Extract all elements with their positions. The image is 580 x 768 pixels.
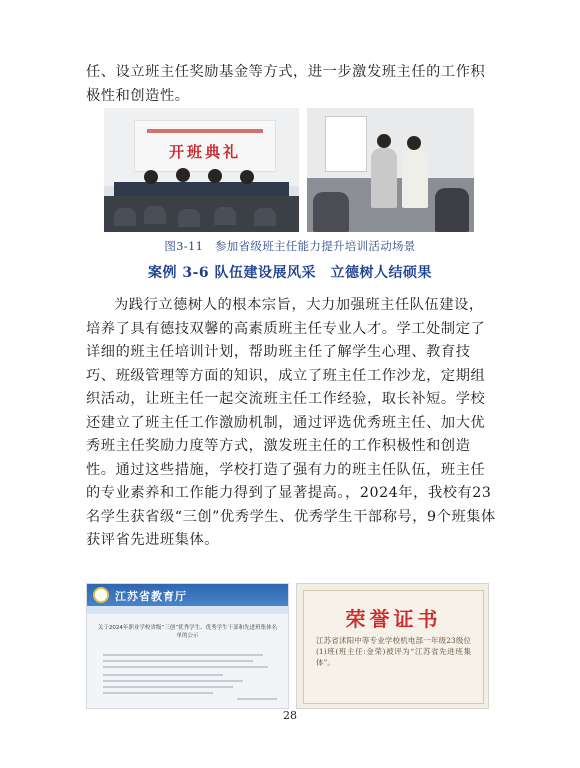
case-body: 为践行立德树人的根本宗旨，大力加强班主任队伍建设，培养了具有德技双馨的高素质班主任专业人才。学工处制定了详细的班主任培训计划，帮助班主任了解学生心理、教育技巧、班级管理等方面的知识，成立了班主任工作沙龙，定期组织活动，让班主任一起交流班主任工作经验，取长补短。学校还建立了班主任工作激励机制，通过评选优秀班主任、加大优秀班主任奖励力度等方式，激发班主任的工作积极性和创造性。通过这些措施，学校打造了强有力的班主任队伍，班主任的专业素养和工作能力得到了显著提高。，2024年，我校有23名学生获省级“三创”优秀学生、优秀学生干部称号，9个班集体获评省先进班集体。 — [86, 297, 496, 548]
speaker-head — [377, 134, 391, 148]
certificate-title: 荣誉证书 — [345, 607, 442, 631]
attendee-head — [407, 136, 421, 150]
text-line — [103, 692, 213, 694]
audience-member — [254, 208, 276, 226]
certificate-frame — [303, 590, 484, 704]
text-line — [103, 674, 223, 676]
stage-banner — [134, 120, 276, 172]
text-line — [103, 654, 263, 656]
audience-member — [114, 208, 136, 226]
podium-table — [114, 182, 289, 196]
display-board — [325, 116, 367, 172]
audience-member — [214, 207, 236, 225]
person-head — [144, 170, 158, 184]
notice-title: 关于2024年职业学校省级“三创”优秀学生、优秀学生干部和先进班集体名单的公示 — [97, 625, 278, 639]
speaker — [371, 148, 397, 208]
seated-attendee — [435, 188, 469, 232]
text-line — [103, 666, 268, 668]
text-line — [103, 660, 253, 662]
text-line — [237, 698, 277, 700]
honor-certificate-photo — [296, 583, 489, 709]
banner-stripe — [147, 129, 263, 133]
text-line — [103, 680, 243, 682]
seated-attendee — [313, 192, 349, 232]
site-name: 江苏省教育厅 — [115, 590, 187, 603]
case-title: 案例 3-6 队伍建设展风采 立德树人结硕果 — [147, 265, 433, 281]
site-header — [87, 584, 288, 606]
site-nav-bar — [87, 606, 288, 614]
attendee — [402, 150, 428, 208]
page-number: 28 — [283, 709, 297, 722]
figure-caption: 图3-11 参加省级班主任能力提升培训活动场景 — [164, 239, 416, 253]
certificate-text: 江苏省沭阳中等专业学校机电部一年级23级位(1)班(班主任:金荣)被评为“江苏省先进班集体”。 — [316, 636, 471, 667]
education-department-screenshot — [86, 583, 289, 709]
training-session-photo — [307, 108, 474, 232]
person-head — [240, 170, 254, 184]
emblem-icon — [93, 587, 109, 603]
person-head — [208, 169, 222, 183]
opening-ceremony-photo — [104, 108, 299, 232]
audience-member — [178, 209, 200, 227]
paragraph-continuation: 任、设立班主任奖励基金等方式，进一步激发班主任的工作积极性和创造性。 — [86, 64, 486, 104]
person-head — [176, 168, 190, 182]
banner-title: 开班典礼 — [168, 143, 241, 161]
audience-member — [144, 206, 166, 224]
text-line — [103, 686, 233, 688]
